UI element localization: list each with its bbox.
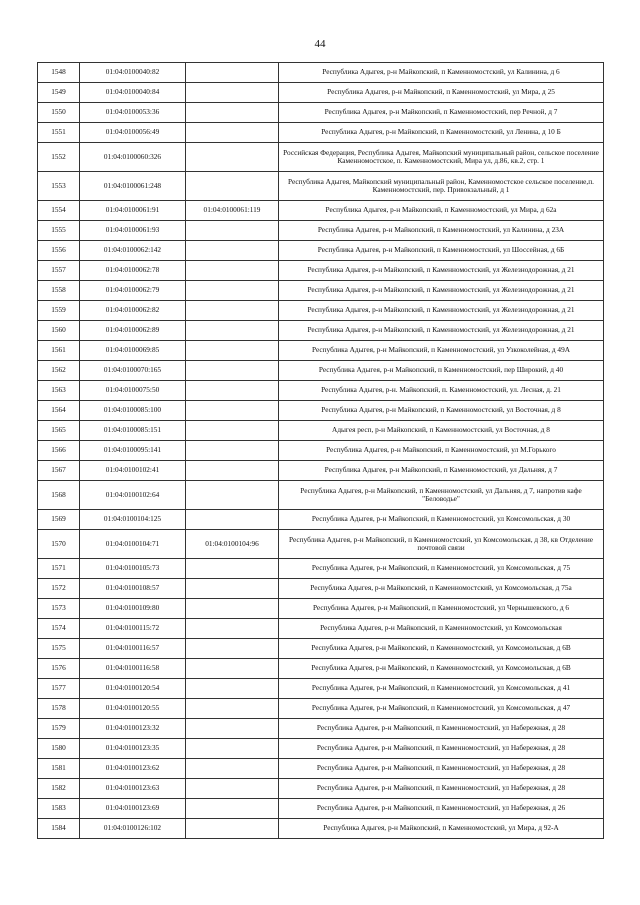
table-row [38, 401, 604, 421]
row-number-cell: 1558 [38, 281, 80, 301]
table-row [38, 241, 604, 261]
table-row [38, 321, 604, 341]
related-cadastral-cell [186, 143, 279, 172]
table-row [38, 559, 604, 579]
address-cell: Республика Адыгея, р-н Майкопский, п Каменномостский, ул Железнодорожная, д 21 [279, 261, 604, 281]
address-cell: Республика Адыгея, р-н Майкопский, п Каменномостский, ул Комсомольская [279, 619, 604, 639]
cadastral-number-cell: 01:04:0100123:32 [80, 719, 186, 739]
cadastral-number-cell: 01:04:0100123:35 [80, 739, 186, 759]
address-cell: Республика Адыгея, р-н Майкопский, п Каменномостский, ул Калинина, д 6 [279, 63, 604, 83]
row-number-cell: 1552 [38, 143, 80, 172]
related-cadastral-cell [186, 341, 279, 361]
related-cadastral-cell [186, 301, 279, 321]
row-number-cell: 1570 [38, 530, 80, 559]
address-cell: Российская Федерация, Республика Адыгея, Майкопский муниципальный район, сельское поселение Каменномостское, п. Каменномостский, Мира ул, д.86, кв.2, стр. 1 [279, 143, 604, 172]
row-number-cell: 1550 [38, 103, 80, 123]
row-number-cell: 1580 [38, 739, 80, 759]
related-cadastral-cell [186, 261, 279, 281]
related-cadastral-cell [186, 221, 279, 241]
row-number-cell: 1581 [38, 759, 80, 779]
row-number-cell: 1554 [38, 201, 80, 221]
row-number-cell: 1562 [38, 361, 80, 381]
row-number-cell: 1583 [38, 799, 80, 819]
table-row [38, 421, 604, 441]
table-row [38, 659, 604, 679]
row-number-cell: 1584 [38, 819, 80, 839]
cadastral-number-cell: 01:04:0100062:78 [80, 261, 186, 281]
related-cadastral-cell [186, 381, 279, 401]
related-cadastral-cell [186, 659, 279, 679]
cadastral-number-cell: 01:04:0100108:57 [80, 579, 186, 599]
cadastral-number-cell: 01:04:0100053:36 [80, 103, 186, 123]
table-row [38, 679, 604, 699]
address-cell: Республика Адыгея, р-н Майкопский, п Каменномостский, ул Набережная, д 28 [279, 719, 604, 739]
cadastral-number-cell: 01:04:0100056:49 [80, 123, 186, 143]
cadastral-number-cell: 01:04:0100062:79 [80, 281, 186, 301]
cadastral-number-cell: 01:04:0100061:93 [80, 221, 186, 241]
table-row [38, 759, 604, 779]
row-number-cell: 1567 [38, 461, 80, 481]
table-row [38, 143, 604, 172]
cadastral-number-cell: 01:04:0100123:62 [80, 759, 186, 779]
table-row [38, 221, 604, 241]
address-cell: Республика Адыгея, р-н Майкопский, п Каменномостский, ул Дальняя, д 7 [279, 461, 604, 481]
cadastral-number-cell: 01:04:0100116:58 [80, 659, 186, 679]
address-cell: Республика Адыгея, р-н Майкопский, п Каменномостский, ул Восточная, д 8 [279, 401, 604, 421]
row-number-cell: 1574 [38, 619, 80, 639]
cadastral-number-cell: 01:04:0100115:72 [80, 619, 186, 639]
address-cell: Республика Адыгея, р-н Майкопский, п Каменномостский, ул Комсомольская, д 38, кв Отделение почтовой связи [279, 530, 604, 559]
table-row [38, 361, 604, 381]
table-row [38, 381, 604, 401]
cadastral-number-cell: 01:04:0100123:63 [80, 779, 186, 799]
cadastral-number-cell: 01:04:0100040:84 [80, 83, 186, 103]
table-row [38, 481, 604, 510]
address-cell: Республика Адыгея, р-н Майкопский, п Каменномостский, ул Железнодорожная, д 21 [279, 301, 604, 321]
address-cell: Республика Адыгея, р-н Майкопский, п Каменномостский, ул Калинина, д 23А [279, 221, 604, 241]
table-row [38, 281, 604, 301]
cadastral-number-cell: 01:04:0100109:80 [80, 599, 186, 619]
cadastral-number-cell: 01:04:0100116:57 [80, 639, 186, 659]
cadastral-number-cell: 01:04:0100126:102 [80, 819, 186, 839]
cadastral-number-cell: 01:04:0100062:89 [80, 321, 186, 341]
cadastral-number-cell: 01:04:0100061:91 [80, 201, 186, 221]
related-cadastral-cell [186, 579, 279, 599]
cadastral-number-cell: 01:04:0100120:55 [80, 699, 186, 719]
related-cadastral-cell [186, 699, 279, 719]
page-number: 44 [314, 38, 326, 50]
cadastral-number-cell: 01:04:0100095:141 [80, 441, 186, 461]
row-number-cell: 1564 [38, 401, 80, 421]
table-row [38, 461, 604, 481]
address-cell: Республика Адыгея, р-н Майкопский, п Каменномостский, пер Широкий, д 40 [279, 361, 604, 381]
table-row [38, 103, 604, 123]
related-cadastral-cell [186, 799, 279, 819]
address-cell: Республика Адыгея, р-н Майкопский, п Каменномостский, пер Речной, д 7 [279, 103, 604, 123]
cadastral-number-cell: 01:04:0100040:82 [80, 63, 186, 83]
cadastral-number-cell: 01:04:0100102:41 [80, 461, 186, 481]
related-cadastral-cell [186, 619, 279, 639]
cadastral-number-cell: 01:04:0100085:151 [80, 421, 186, 441]
row-number-cell: 1571 [38, 559, 80, 579]
table-row [38, 530, 604, 559]
cadastral-number-cell: 01:04:0100075:50 [80, 381, 186, 401]
row-number-cell: 1566 [38, 441, 80, 461]
related-cadastral-cell [186, 739, 279, 759]
related-cadastral-cell [186, 421, 279, 441]
cadastral-number-cell: 01:04:0100061:248 [80, 172, 186, 201]
related-cadastral-cell [186, 401, 279, 421]
address-cell: Республика Адыгея, р-н Майкопский, п Каменномостский, ул Комсомольская, д 47 [279, 699, 604, 719]
table-row [38, 719, 604, 739]
related-cadastral-cell [186, 63, 279, 83]
table-row [38, 799, 604, 819]
cadastral-number-cell: 01:04:0100085:100 [80, 401, 186, 421]
row-number-cell: 1549 [38, 83, 80, 103]
related-cadastral-cell [186, 361, 279, 381]
related-cadastral-cell [186, 679, 279, 699]
address-cell: Республика Адыгея, Майкопский муниципальный район, Каменномостское сельское поселение,п. Каменномостский, пер. Привокзальный, д 1 [279, 172, 604, 201]
row-number-cell: 1568 [38, 481, 80, 510]
address-cell: Республика Адыгея, р-н Майкопский, п Каменномостский, ул Мира, д 92-А [279, 819, 604, 839]
row-number-cell: 1557 [38, 261, 80, 281]
table-row [38, 261, 604, 281]
address-cell: Республика Адыгея, р-н Майкопский, п Каменномостский, ул Дальняя, д 7, напротив кафе "Беловодье" [279, 481, 604, 510]
related-cadastral-cell [186, 321, 279, 341]
related-cadastral-cell [186, 241, 279, 261]
address-cell: Республика Адыгея, р-н Майкопский, п Каменномостский, ул Набережная, д 26 [279, 799, 604, 819]
row-number-cell: 1560 [38, 321, 80, 341]
row-number-cell: 1578 [38, 699, 80, 719]
related-cadastral-cell [186, 103, 279, 123]
table-row [38, 599, 604, 619]
cadastral-number-cell: 01:04:0100070:165 [80, 361, 186, 381]
address-cell: Республика Адыгея, р-н Майкопский, п Каменномостский, ул Шоссейная, д 6Б [279, 241, 604, 261]
address-cell: Республика Адыгея, р-н Майкопский, п Каменномостский, ул Комсомольская, д 6В [279, 639, 604, 659]
table-row [38, 341, 604, 361]
cadastral-number-cell: 01:04:0100060:326 [80, 143, 186, 172]
row-number-cell: 1582 [38, 779, 80, 799]
row-number-cell: 1563 [38, 381, 80, 401]
address-cell: Республика Адыгея, р-н. Майкопский, п. Каменномостский, ул. Лесная, д. 21 [279, 381, 604, 401]
related-cadastral-cell [186, 559, 279, 579]
table-row [38, 579, 604, 599]
address-cell: Республика Адыгея, р-н Майкопский, п Каменномостский, ул Чернышевского, д 6 [279, 599, 604, 619]
table-row [38, 172, 604, 201]
address-cell: Республика Адыгея, р-н Майкопский, п Каменномостский, ул Железнодорожная, д 21 [279, 321, 604, 341]
row-number-cell: 1565 [38, 421, 80, 441]
address-cell: Республика Адыгея, р-н Майкопский, п Каменномостский, ул Комсомольская, д 75а [279, 579, 604, 599]
table-row [38, 510, 604, 530]
row-number-cell: 1559 [38, 301, 80, 321]
cadastral-number-cell: 01:04:0100069:85 [80, 341, 186, 361]
address-cell: Республика Адыгея, р-н Майкопский, п Каменномостский, ул Мира, д 62а [279, 201, 604, 221]
table-row [38, 63, 604, 83]
row-number-cell: 1576 [38, 659, 80, 679]
registry-table-body [38, 63, 604, 839]
row-number-cell: 1579 [38, 719, 80, 739]
table-row [38, 123, 604, 143]
cadastral-number-cell: 01:04:0100062:142 [80, 241, 186, 261]
row-number-cell: 1572 [38, 579, 80, 599]
row-number-cell: 1573 [38, 599, 80, 619]
related-cadastral-cell [186, 441, 279, 461]
address-cell: Республика Адыгея, р-н Майкопский, п Каменномостский, ул Комсомольская, д 30 [279, 510, 604, 530]
address-cell: Адыгея респ, р-н Майкопский, п Каменномостский, ул Восточная, д 8 [279, 421, 604, 441]
table-row [38, 619, 604, 639]
address-cell: Республика Адыгея, р-н Майкопский, п Каменномостский, ул Комсомольская, д 41 [279, 679, 604, 699]
related-cadastral-cell [186, 719, 279, 739]
row-number-cell: 1577 [38, 679, 80, 699]
address-cell: Республика Адыгея, р-н Майкопский, п Каменномостский, ул Набережная, д 28 [279, 759, 604, 779]
related-cadastral-cell [186, 599, 279, 619]
registry-table [37, 62, 604, 839]
address-cell: Республика Адыгея, р-н Майкопский, п Каменномостский, ул Набережная, д 28 [279, 739, 604, 759]
address-cell: Республика Адыгея, р-н Майкопский, п Каменномостский, ул Комсомольская, д 6В [279, 659, 604, 679]
cadastral-number-cell: 01:04:0100104:71 [80, 530, 186, 559]
table-row [38, 441, 604, 461]
address-cell: Республика Адыгея, р-н Майкопский, п Каменномостский, ул Мира, д 25 [279, 83, 604, 103]
related-cadastral-cell [186, 779, 279, 799]
table-row [38, 201, 604, 221]
address-cell: Республика Адыгея, р-н Майкопский, п Каменномостский, ул Железнодорожная, д 21 [279, 281, 604, 301]
table-row [38, 779, 604, 799]
row-number-cell: 1569 [38, 510, 80, 530]
related-cadastral-cell [186, 461, 279, 481]
address-cell: Республика Адыгея, р-н Майкопский, п Каменномостский, ул Ленина, д 10 Б [279, 123, 604, 143]
table-row [38, 301, 604, 321]
row-number-cell: 1555 [38, 221, 80, 241]
address-cell: Республика Адыгея, р-н Майкопский, п Каменномостский, ул Набережная, д 28 [279, 779, 604, 799]
cadastral-number-cell: 01:04:0100062:82 [80, 301, 186, 321]
table-row [38, 739, 604, 759]
address-cell: Республика Адыгея, р-н Майкопский, п Каменномостский, ул Комсомольская, д 75 [279, 559, 604, 579]
cadastral-number-cell: 01:04:0100102:64 [80, 481, 186, 510]
related-cadastral-cell: 01:04:0100061:119 [186, 201, 279, 221]
related-cadastral-cell [186, 123, 279, 143]
row-number-cell: 1553 [38, 172, 80, 201]
table-row [38, 83, 604, 103]
cadastral-number-cell: 01:04:0100104:125 [80, 510, 186, 530]
related-cadastral-cell [186, 510, 279, 530]
related-cadastral-cell [186, 172, 279, 201]
related-cadastral-cell [186, 83, 279, 103]
table-row [38, 699, 604, 719]
related-cadastral-cell [186, 639, 279, 659]
cadastral-number-cell: 01:04:0100105:73 [80, 559, 186, 579]
related-cadastral-cell [186, 759, 279, 779]
table-row [38, 639, 604, 659]
row-number-cell: 1561 [38, 341, 80, 361]
related-cadastral-cell [186, 819, 279, 839]
table-row [38, 819, 604, 839]
row-number-cell: 1548 [38, 63, 80, 83]
cadastral-number-cell: 01:04:0100123:69 [80, 799, 186, 819]
related-cadastral-cell: 01:04:0100104:96 [186, 530, 279, 559]
related-cadastral-cell [186, 281, 279, 301]
row-number-cell: 1551 [38, 123, 80, 143]
row-number-cell: 1556 [38, 241, 80, 261]
address-cell: Республика Адыгея, р-н Майкопский, п Каменномостский, ул М.Горького [279, 441, 604, 461]
related-cadastral-cell [186, 481, 279, 510]
address-cell: Республика Адыгея, р-н Майкопский, п Каменномостский, ул Узкоколейная, д 49А [279, 341, 604, 361]
row-number-cell: 1575 [38, 639, 80, 659]
cadastral-number-cell: 01:04:0100120:54 [80, 679, 186, 699]
